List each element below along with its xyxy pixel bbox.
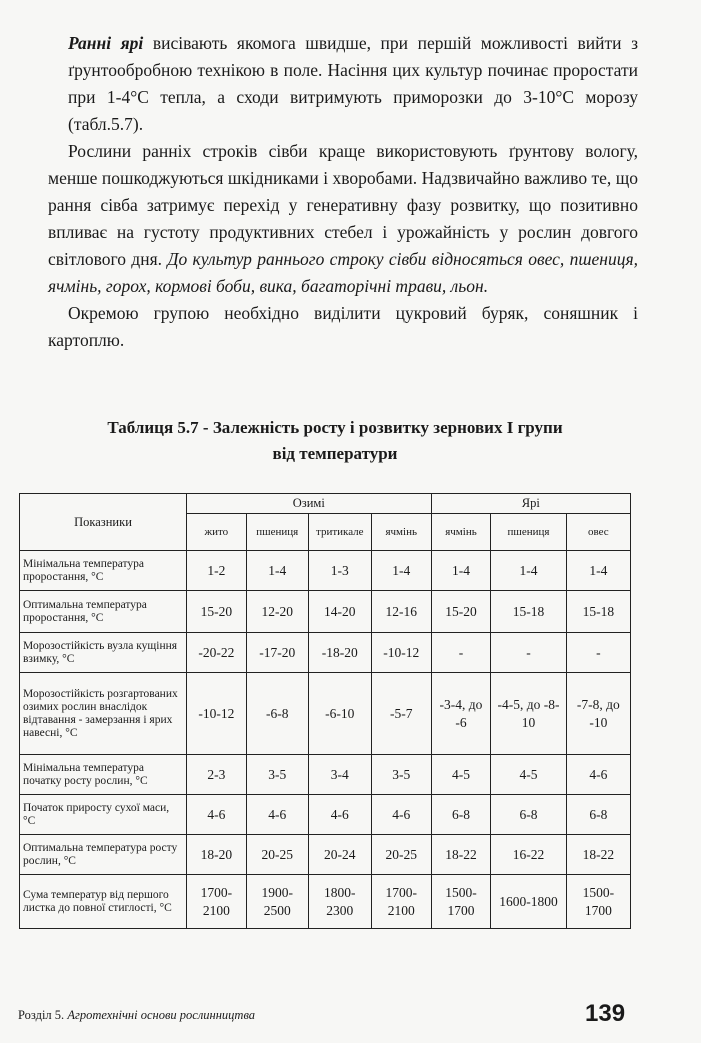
table-cell: 15-18 bbox=[566, 591, 630, 633]
table-cell: 20-25 bbox=[246, 835, 308, 875]
table-cell: 4-6 bbox=[371, 795, 431, 835]
table-cell: 20-24 bbox=[308, 835, 371, 875]
table-cell: -6-10 bbox=[308, 673, 371, 755]
table-cell: - bbox=[566, 633, 630, 673]
table-title-line2: від температури bbox=[272, 444, 398, 463]
col-header: тритикале bbox=[308, 514, 371, 551]
table-row bbox=[20, 755, 631, 795]
table-cell: 3-5 bbox=[371, 755, 431, 795]
paragraph-2 bbox=[48, 138, 638, 300]
table-cell: -5-7 bbox=[371, 673, 431, 755]
table-cell: - bbox=[491, 633, 566, 673]
table-cell: 20-25 bbox=[371, 835, 431, 875]
table-cell: 16-22 bbox=[491, 835, 566, 875]
paragraph-2-italic: До культур раннього строку сівби відносяться овес, пшениця, ячмінь, горох, кормові боби, вика, багаторічні трави, льон. bbox=[48, 249, 638, 296]
row-label: Початок приросту сухої маси, °С bbox=[20, 795, 187, 835]
col-header: овес bbox=[566, 514, 630, 551]
paragraph-2-plain: Рослини ранніх строків сівби краще використовують ґрунтову вологу, менше пошкоджуються шкідниками і хворобами. Надзвичайно важливо те, що рання сівба затримує перехід у генеративну фазу розвитку, що позитивно впливає на густоту продуктивних стебел і урожайність у рослин довгого світлового дня. bbox=[48, 141, 638, 269]
row-label: Мінімальна температура початку росту рослин, °С bbox=[20, 755, 187, 795]
table-cell: 12-20 bbox=[246, 591, 308, 633]
table-cell: 18-22 bbox=[431, 835, 491, 875]
table-title bbox=[40, 415, 630, 467]
table-cell: -6-8 bbox=[246, 673, 308, 755]
col-header: ячмінь bbox=[371, 514, 431, 551]
table-cell: -17-20 bbox=[246, 633, 308, 673]
table-cell: 4-6 bbox=[246, 795, 308, 835]
footer-section bbox=[18, 1008, 255, 1023]
table-cell: 6-8 bbox=[566, 795, 630, 835]
table-cell: 1900-2500 bbox=[246, 875, 308, 929]
table-cell: 1-3 bbox=[308, 551, 371, 591]
table-cell: -4-5, до -8-10 bbox=[491, 673, 566, 755]
table-cell: -10-12 bbox=[371, 633, 431, 673]
table-title-line1: Таблиця 5.7 - Залежність росту і розвитку зернових I групи bbox=[107, 418, 563, 437]
header-indicators: Показники bbox=[20, 494, 187, 551]
paragraph-1-lead: Ранні ярі bbox=[68, 33, 144, 53]
table-cell: 1700-2100 bbox=[371, 875, 431, 929]
table-cell: 18-22 bbox=[566, 835, 630, 875]
table-cell: -18-20 bbox=[308, 633, 371, 673]
header-winter: Озимі bbox=[187, 494, 432, 514]
table-cell: 3-4 bbox=[308, 755, 371, 795]
temperature-table bbox=[19, 493, 631, 929]
table-cell: 1-2 bbox=[187, 551, 247, 591]
table-cell: 4-6 bbox=[566, 755, 630, 795]
row-label: Морозостійкість вузла кущіння взимку, °С bbox=[20, 633, 187, 673]
table-cell: 1-4 bbox=[431, 551, 491, 591]
col-header: пшениця bbox=[246, 514, 308, 551]
table-row bbox=[20, 835, 631, 875]
table-cell: 4-5 bbox=[431, 755, 491, 795]
table-cell: 1-4 bbox=[246, 551, 308, 591]
table-cell: 1500-1700 bbox=[431, 875, 491, 929]
table-cell: 15-20 bbox=[431, 591, 491, 633]
table-cell: 1-4 bbox=[566, 551, 630, 591]
paragraph-1 bbox=[48, 30, 638, 138]
table-cell: 1600-1800 bbox=[491, 875, 566, 929]
table-cell: 1500-1700 bbox=[566, 875, 630, 929]
header-spring: Ярі bbox=[431, 494, 630, 514]
table-cell: 12-16 bbox=[371, 591, 431, 633]
page-number: 139 bbox=[585, 1000, 626, 1027]
paragraph-3: Окремою групою необхідно виділити цукровий буряк, соняшник і картоплю. bbox=[48, 303, 638, 350]
row-label: Мінімальна температура проростання, °С bbox=[20, 551, 187, 591]
table-cell: -7-8, до -10 bbox=[566, 673, 630, 755]
table-cell: 1800-2300 bbox=[308, 875, 371, 929]
table-cell: 1-4 bbox=[371, 551, 431, 591]
table-cell: 15-18 bbox=[491, 591, 566, 633]
paragraph-1-rest: висівають якомога швидше, при першій можливості вийти з ґрунтообробною технікою в поле. Насіння цих культур починає проростати при 1-4°С тепла, а сходи витримують приморозки до 3-10°С морозу (табл.5.7). bbox=[68, 33, 638, 134]
table-row bbox=[20, 795, 631, 835]
col-header: пшениця bbox=[491, 514, 566, 551]
row-label: Оптимальна температура проростання, °С bbox=[20, 591, 187, 633]
table-cell: 18-20 bbox=[187, 835, 247, 875]
body-text bbox=[48, 30, 638, 354]
row-label: Морозостійкість розгартованих озимих рослин внаслідок відтавання - замерзання і ярих навесні, °С bbox=[20, 673, 187, 755]
table-cell: 14-20 bbox=[308, 591, 371, 633]
col-header: жито bbox=[187, 514, 247, 551]
table-cell: 1700-2100 bbox=[187, 875, 247, 929]
table-cell: - bbox=[431, 633, 491, 673]
col-header: ячмінь bbox=[431, 514, 491, 551]
table-row bbox=[20, 875, 631, 929]
table-cell: -10-12 bbox=[187, 673, 247, 755]
table-cell: -20-22 bbox=[187, 633, 247, 673]
footer-section-title: Агротехнічні основи рослинництва bbox=[67, 1008, 256, 1022]
table-cell: 1-4 bbox=[491, 551, 566, 591]
table-cell: 6-8 bbox=[491, 795, 566, 835]
table-row bbox=[20, 591, 631, 633]
footer-section-number: Розділ 5. bbox=[18, 1008, 65, 1022]
row-label: Сума температур від першого листка до повної стиглості, °С bbox=[20, 875, 187, 929]
table-row bbox=[20, 673, 631, 755]
table-cell: 4-6 bbox=[187, 795, 247, 835]
table-cell: 15-20 bbox=[187, 591, 247, 633]
table-cell: 6-8 bbox=[431, 795, 491, 835]
table-row bbox=[20, 551, 631, 591]
table-row bbox=[20, 633, 631, 673]
table-cell: -3-4, до -6 bbox=[431, 673, 491, 755]
row-label: Оптимальна температура росту рослин, °С bbox=[20, 835, 187, 875]
table-cell: 4-5 bbox=[491, 755, 566, 795]
table-cell: 3-5 bbox=[246, 755, 308, 795]
table-cell: 2-3 bbox=[187, 755, 247, 795]
table-cell: 4-6 bbox=[308, 795, 371, 835]
